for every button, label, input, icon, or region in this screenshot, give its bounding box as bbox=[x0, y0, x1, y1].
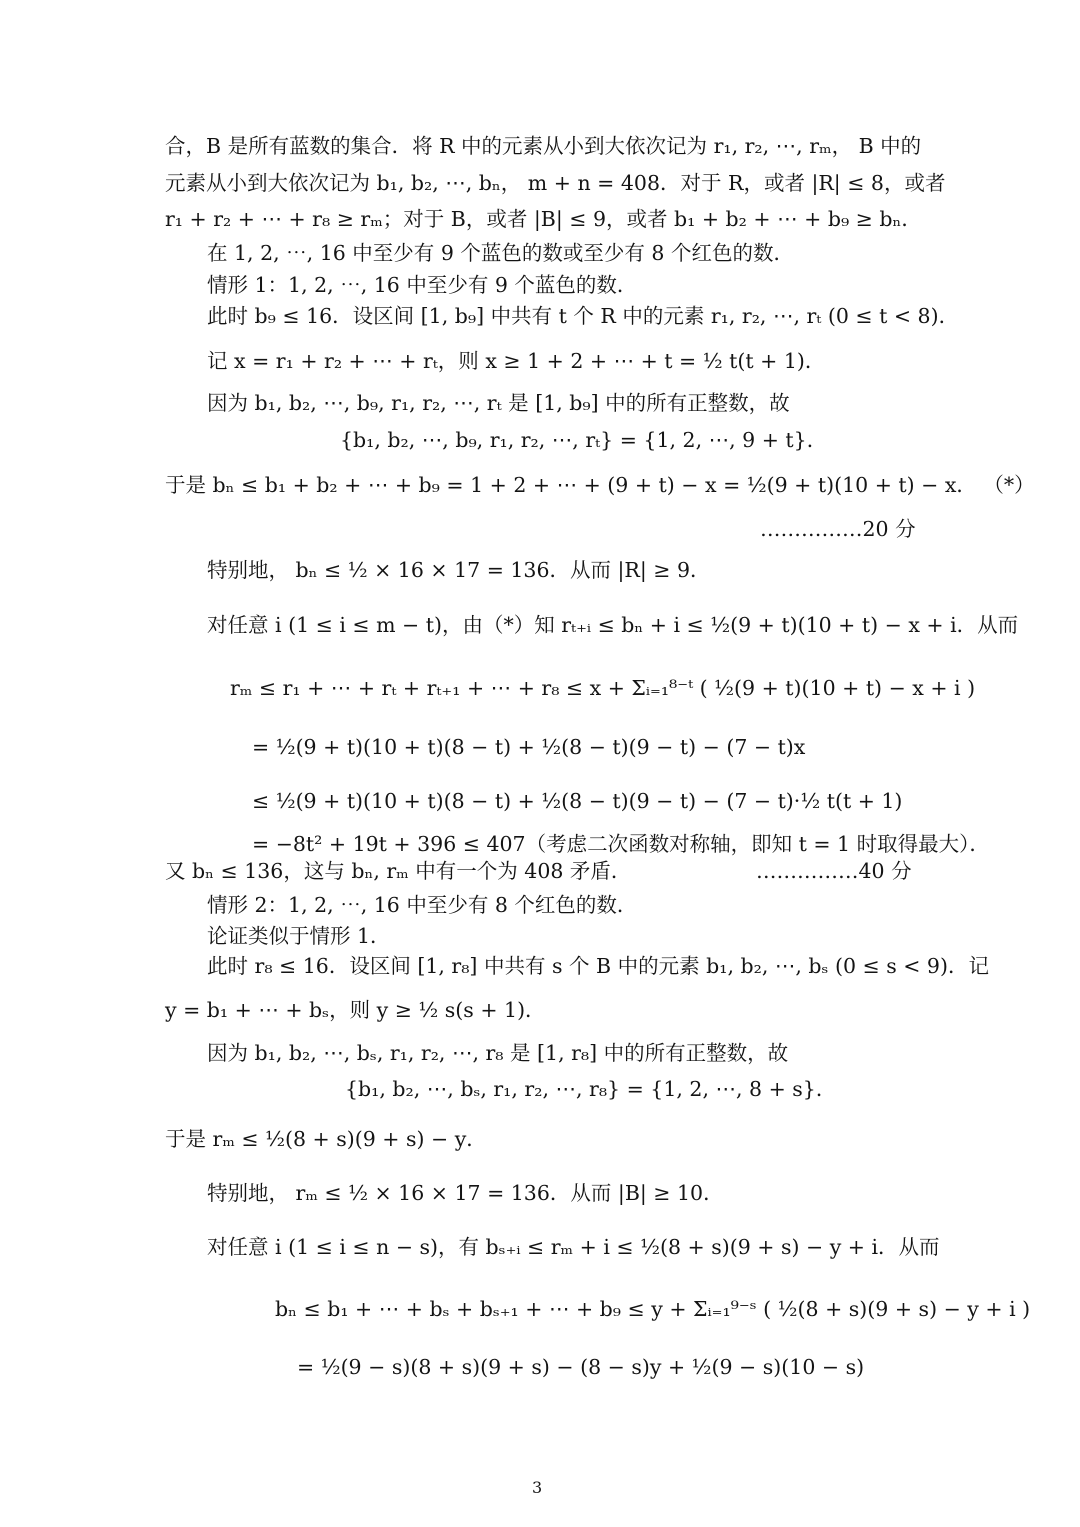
text-line: 此时 r₈ ≤ 16．设区间 [1, r₈] 中共有 s 个 B 中的元素 b₁, b₂, ⋯, bₛ (0 ≤ s < 9)．记 bbox=[207, 954, 989, 978]
text-line: 特别地， rₘ ≤ ½ × 16 × 17 = 136．从而 |B| ≥ 10． bbox=[207, 1181, 724, 1205]
text-line: 合，B 是所有蓝数的集合．将 R 中的元素从小到大依次记为 r₁, r₂, ⋯, rₘ， B 中的 bbox=[165, 134, 922, 158]
text-line: 于是 rₘ ≤ ½(8 + s)(9 + s) − y． bbox=[165, 1127, 487, 1151]
text-line: 特别地， bₙ ≤ ½ × 16 × 17 = 136．从而 |R| ≥ 9． bbox=[207, 558, 711, 582]
text-line: {b₁, b₂, ⋯, b₉, r₁, r₂, ⋯, rₜ} = {1, 2, ⋯, 9 + t}． bbox=[340, 428, 828, 452]
text-line: 于是 bₙ ≤ b₁ + b₂ + ⋯ + b₉ = 1 + 2 + ⋯ + (9 + t) − x = ½(9 + t)(10 + t) − x． （*） bbox=[165, 473, 1035, 497]
text-line: 因为 b₁, b₂, ⋯, bₛ, r₁, r₂, ⋯, r₈ 是 [1, r₈] 中的所有正整数，故 bbox=[207, 1041, 789, 1065]
text-line: 对任意 i (1 ≤ i ≤ n − s)，有 bₛ₊ᵢ ≤ rₘ + i ≤ ½(8 + s)(9 + s) − y + i．从而 bbox=[207, 1235, 940, 1259]
text-line: 元素从小到大依次记为 b₁, b₂, ⋯, bₙ， m + n = 408．对于 R，或者 |R| ≤ 8，或者 bbox=[165, 171, 946, 195]
text-line: 因为 b₁, b₂, ⋯, b₉, r₁, r₂, ⋯, rₜ 是 [1, b₉] 中的所有正整数，故 bbox=[207, 391, 790, 415]
text-line: 此时 b₉ ≤ 16．设区间 [1, b₉] 中共有 t 个 R 中的元素 r₁, r₂, ⋯, rₜ (0 ≤ t < 8)． bbox=[207, 304, 960, 328]
text-line: bₙ ≤ b₁ + ⋯ + bₛ + bₛ₊₁ + ⋯ + b₉ ≤ y + Σᵢ₌₁⁹⁻ˢ ( ½(8 + s)(9 + s) − y + i ) bbox=[275, 1297, 1031, 1321]
text-line: ≤ ½(9 + t)(10 + t)(8 − t) + ½(8 − t)(9 − t) − (7 − t)·½ t(t + 1) bbox=[252, 789, 903, 813]
text-line: 对任意 i (1 ≤ i ≤ m − t)，由（*）知 rₜ₊ᵢ ≤ bₙ + i ≤ ½(9 + t)(10 + t) − x + i．从而 bbox=[207, 613, 1019, 637]
text-line: 又 bₙ ≤ 136，这与 bₙ, rₘ 中有一个为 408 矛盾． bbox=[165, 859, 632, 883]
text-line: = ½(9 + t)(10 + t)(8 − t) + ½(8 − t)(9 − t) − (7 − t)x bbox=[252, 735, 806, 759]
score-marker: ……………40 分 bbox=[756, 859, 912, 883]
text-line: rₘ ≤ r₁ + ⋯ + rₜ + rₜ₊₁ + ⋯ + r₈ ≤ x + Σᵢ₌₁⁸⁻ᵗ ( ½(9 + t)(10 + t) − x + i ) bbox=[230, 676, 976, 700]
text-line: r₁ + r₂ + ⋯ + r₈ ≥ rₘ；对于 B，或者 |B| ≤ 9，或者 b₁ + b₂ + ⋯ + b₉ ≥ bₙ． bbox=[165, 207, 922, 231]
score-marker: ……………20 分 bbox=[760, 517, 916, 541]
text-line: {b₁, b₂, ⋯, bₛ, r₁, r₂, ⋯, r₈} = {1, 2, ⋯, 8 + s}． bbox=[345, 1077, 837, 1101]
text-line: = −8t² + 19t + 396 ≤ 407（考虑二次函数对称轴，即知 t = 1 时取得最大）． bbox=[252, 832, 990, 856]
text-line: = ½(9 − s)(8 + s)(9 + s) − (8 − s)y + ½(9 − s)(10 − s) bbox=[297, 1355, 865, 1379]
text-line: 情形 1：1, 2, ⋯, 16 中至少有 9 个蓝色的数． bbox=[207, 273, 638, 297]
text-line: 记 x = r₁ + r₂ + ⋯ + rₜ，则 x ≥ 1 + 2 + ⋯ + t = ½ t(t + 1)． bbox=[207, 349, 826, 373]
text-line: 论证类似于情形 1． bbox=[207, 924, 391, 948]
text-line: y = b₁ + ⋯ + bₛ，则 y ≥ ½ s(s + 1)． bbox=[165, 998, 546, 1022]
text-line: 在 1, 2, ⋯, 16 中至少有 9 个蓝色的数或至少有 8 个红色的数． bbox=[207, 241, 794, 265]
text-line: 情形 2：1, 2, ⋯, 16 中至少有 8 个红色的数． bbox=[207, 893, 638, 917]
page-number: 3 bbox=[532, 1478, 543, 1497]
